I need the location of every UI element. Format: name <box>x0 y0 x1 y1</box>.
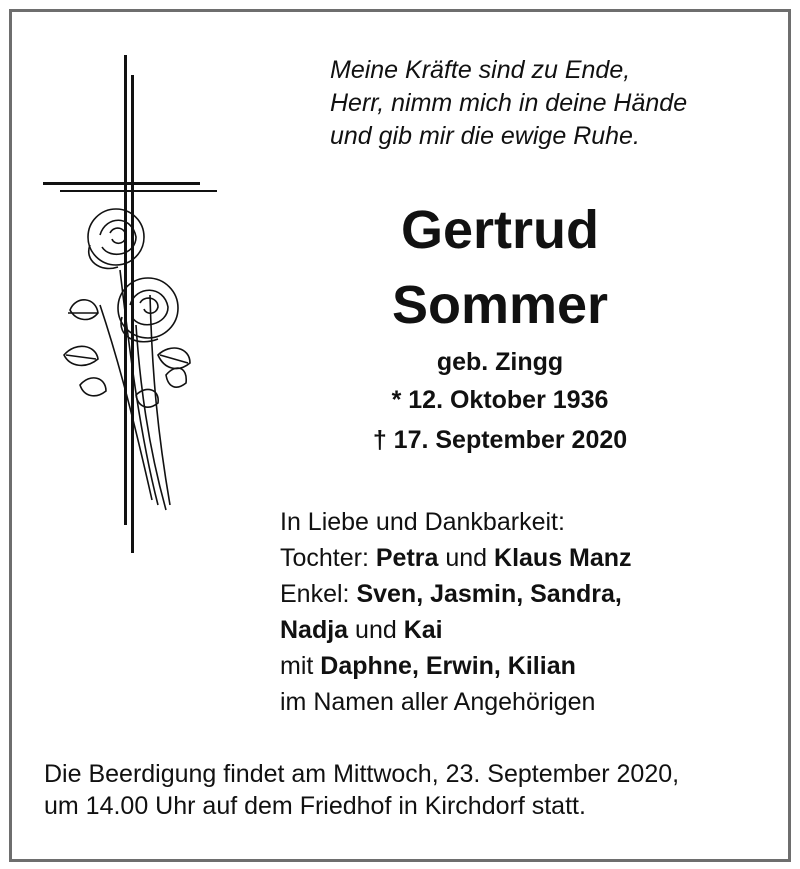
first-name: Gertrud <box>400 200 600 260</box>
funeral-info <box>44 758 679 822</box>
family-grandchildren: Enkel: Sven, Jasmin, Sandra, <box>280 580 622 608</box>
daughter-name: Petra <box>375 544 439 572</box>
verse-line-1: Meine Kräfte sind zu Ende, <box>330 56 631 84</box>
funeral-line-2: um 14.00 Uhr auf dem Friedhof in Kirchdorf statt. <box>44 792 586 820</box>
death-date: † 17. September 2020 <box>372 426 628 454</box>
family-great-grandchildren: mit Daphne, Erwin, Kilian <box>280 652 576 680</box>
daughter-partner: Klaus Manz <box>494 544 632 572</box>
cross-with-roses-icon <box>40 55 220 555</box>
birth-name: geb. Zingg <box>436 348 564 376</box>
family-intro: In Liebe und Dankbarkeit: <box>280 508 565 536</box>
birth-date: * 12. Oktober 1936 <box>391 386 609 414</box>
verse <box>330 54 687 153</box>
grandchild-last: Kai <box>403 616 443 644</box>
verse-line-2: Herr, nimm mich in deine Hände <box>330 89 688 117</box>
grandchildren-names: Sven, Jasmin, Sandra, <box>356 580 622 608</box>
verse-line-3: und gib mir die ewige Ruhe. <box>330 122 640 150</box>
family-grandchildren-more: Nadja und Kai <box>280 616 443 644</box>
funeral-line-1: Die Beerdigung findet am Mittwoch, 23. September 2020, <box>44 760 680 788</box>
grandchild-name: Nadja <box>280 616 349 644</box>
family-daughter: Tochter: Petra und Klaus Manz <box>280 544 632 572</box>
family-closing: im Namen aller Angehörigen <box>280 688 596 716</box>
last-name: Sommer <box>391 275 609 335</box>
great-grandchildren-names: Daphne, Erwin, Kilian <box>320 652 576 680</box>
family-list <box>280 504 632 720</box>
